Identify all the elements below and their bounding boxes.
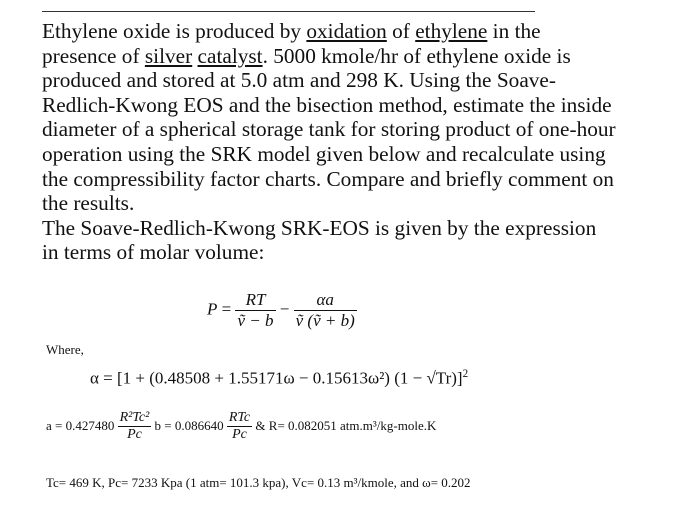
a-fraction: [118, 410, 152, 444]
problem-line: [42, 216, 692, 241]
problem-text: The Soave-Redlich-Kwong SRK-EOS is given by the expression: [42, 215, 597, 240]
problem-line: [42, 68, 692, 93]
problem-line: [42, 191, 692, 216]
term2-numerator: αa: [294, 290, 357, 311]
b-prefix: b = 0.086640: [154, 417, 224, 433]
b-denominator: Pc: [232, 427, 247, 443]
problem-line: [42, 44, 692, 69]
problem-line: [42, 93, 692, 118]
problem-text: in the: [487, 19, 541, 43]
r-constant: & R= 0.082051 atm.m³/kg-mole.K: [255, 417, 437, 433]
underlined-link-term[interactable]: ethylene: [415, 19, 488, 43]
alpha-equation: [90, 368, 468, 389]
problem-text: of: [386, 19, 416, 43]
problem-text: the results.: [42, 191, 135, 216]
problem-text: Redlich-Kwong EOS and the bisection method, estimate the inside: [42, 92, 612, 117]
equals-sign: =: [221, 299, 232, 319]
top-rule: [42, 11, 535, 12]
underlined-link-term[interactable]: silver: [144, 43, 193, 68]
minus-sign: −: [279, 299, 290, 319]
problem-line: [42, 142, 692, 167]
srk-equation: [207, 290, 357, 336]
alpha-exponent: 2: [462, 368, 469, 380]
problem-text: presence of: [42, 43, 145, 68]
problem-line: [42, 240, 692, 265]
where-label: Where,: [46, 342, 84, 357]
problem-statement: [42, 19, 692, 265]
ab-equations: [46, 410, 436, 458]
term1-denominator: ṽ − b: [237, 310, 274, 330]
problem-line: [42, 117, 692, 142]
b-fraction: [227, 410, 252, 444]
term1-fraction: [235, 290, 275, 331]
underlined-link-term[interactable]: oxidation: [306, 19, 387, 43]
a-prefix: a = 0.427480: [46, 417, 115, 433]
term1-numerator: RT: [235, 290, 275, 311]
underlined-link-term[interactable]: catalyst: [197, 43, 263, 68]
problem-text: produced and stored at 5.0 atm and 298 K. Using the Soave-: [42, 68, 556, 93]
pressure-symbol: P: [207, 299, 218, 319]
problem-text: the compressibility factor charts. Compare and briefly comment on: [42, 166, 614, 191]
constants-line: Tc= 469 K, Pc= 7233 Kpa (1 atm= 101.3 kpa), Vc= 0.13 m³/kmole, and ω= 0.202: [46, 475, 471, 490]
term2-denominator: ṽ (ṽ + b): [295, 310, 355, 330]
problem-text: Ethylene oxide is produced by: [42, 19, 307, 43]
term2-fraction: [294, 290, 357, 331]
problem-text: operation using the SRK model given below and recalculate using: [42, 141, 606, 166]
a-numerator: R²Tc²: [118, 410, 152, 427]
b-numerator: RTc: [227, 410, 252, 427]
alpha-expression: α = [1 + (0.48508 + 1.55171ω − 0.15613ω²) (1 − √Tr)]: [90, 368, 463, 388]
problem-text: . 5000 kmole/hr of ethylene oxide is: [262, 43, 571, 68]
problem-line: [42, 167, 692, 192]
problem-text: in terms of molar volume:: [42, 240, 265, 265]
a-denominator: Pc: [127, 427, 142, 443]
problem-line: [42, 19, 692, 44]
problem-text: diameter of a spherical storage tank for storing product of one-hour: [42, 117, 616, 142]
